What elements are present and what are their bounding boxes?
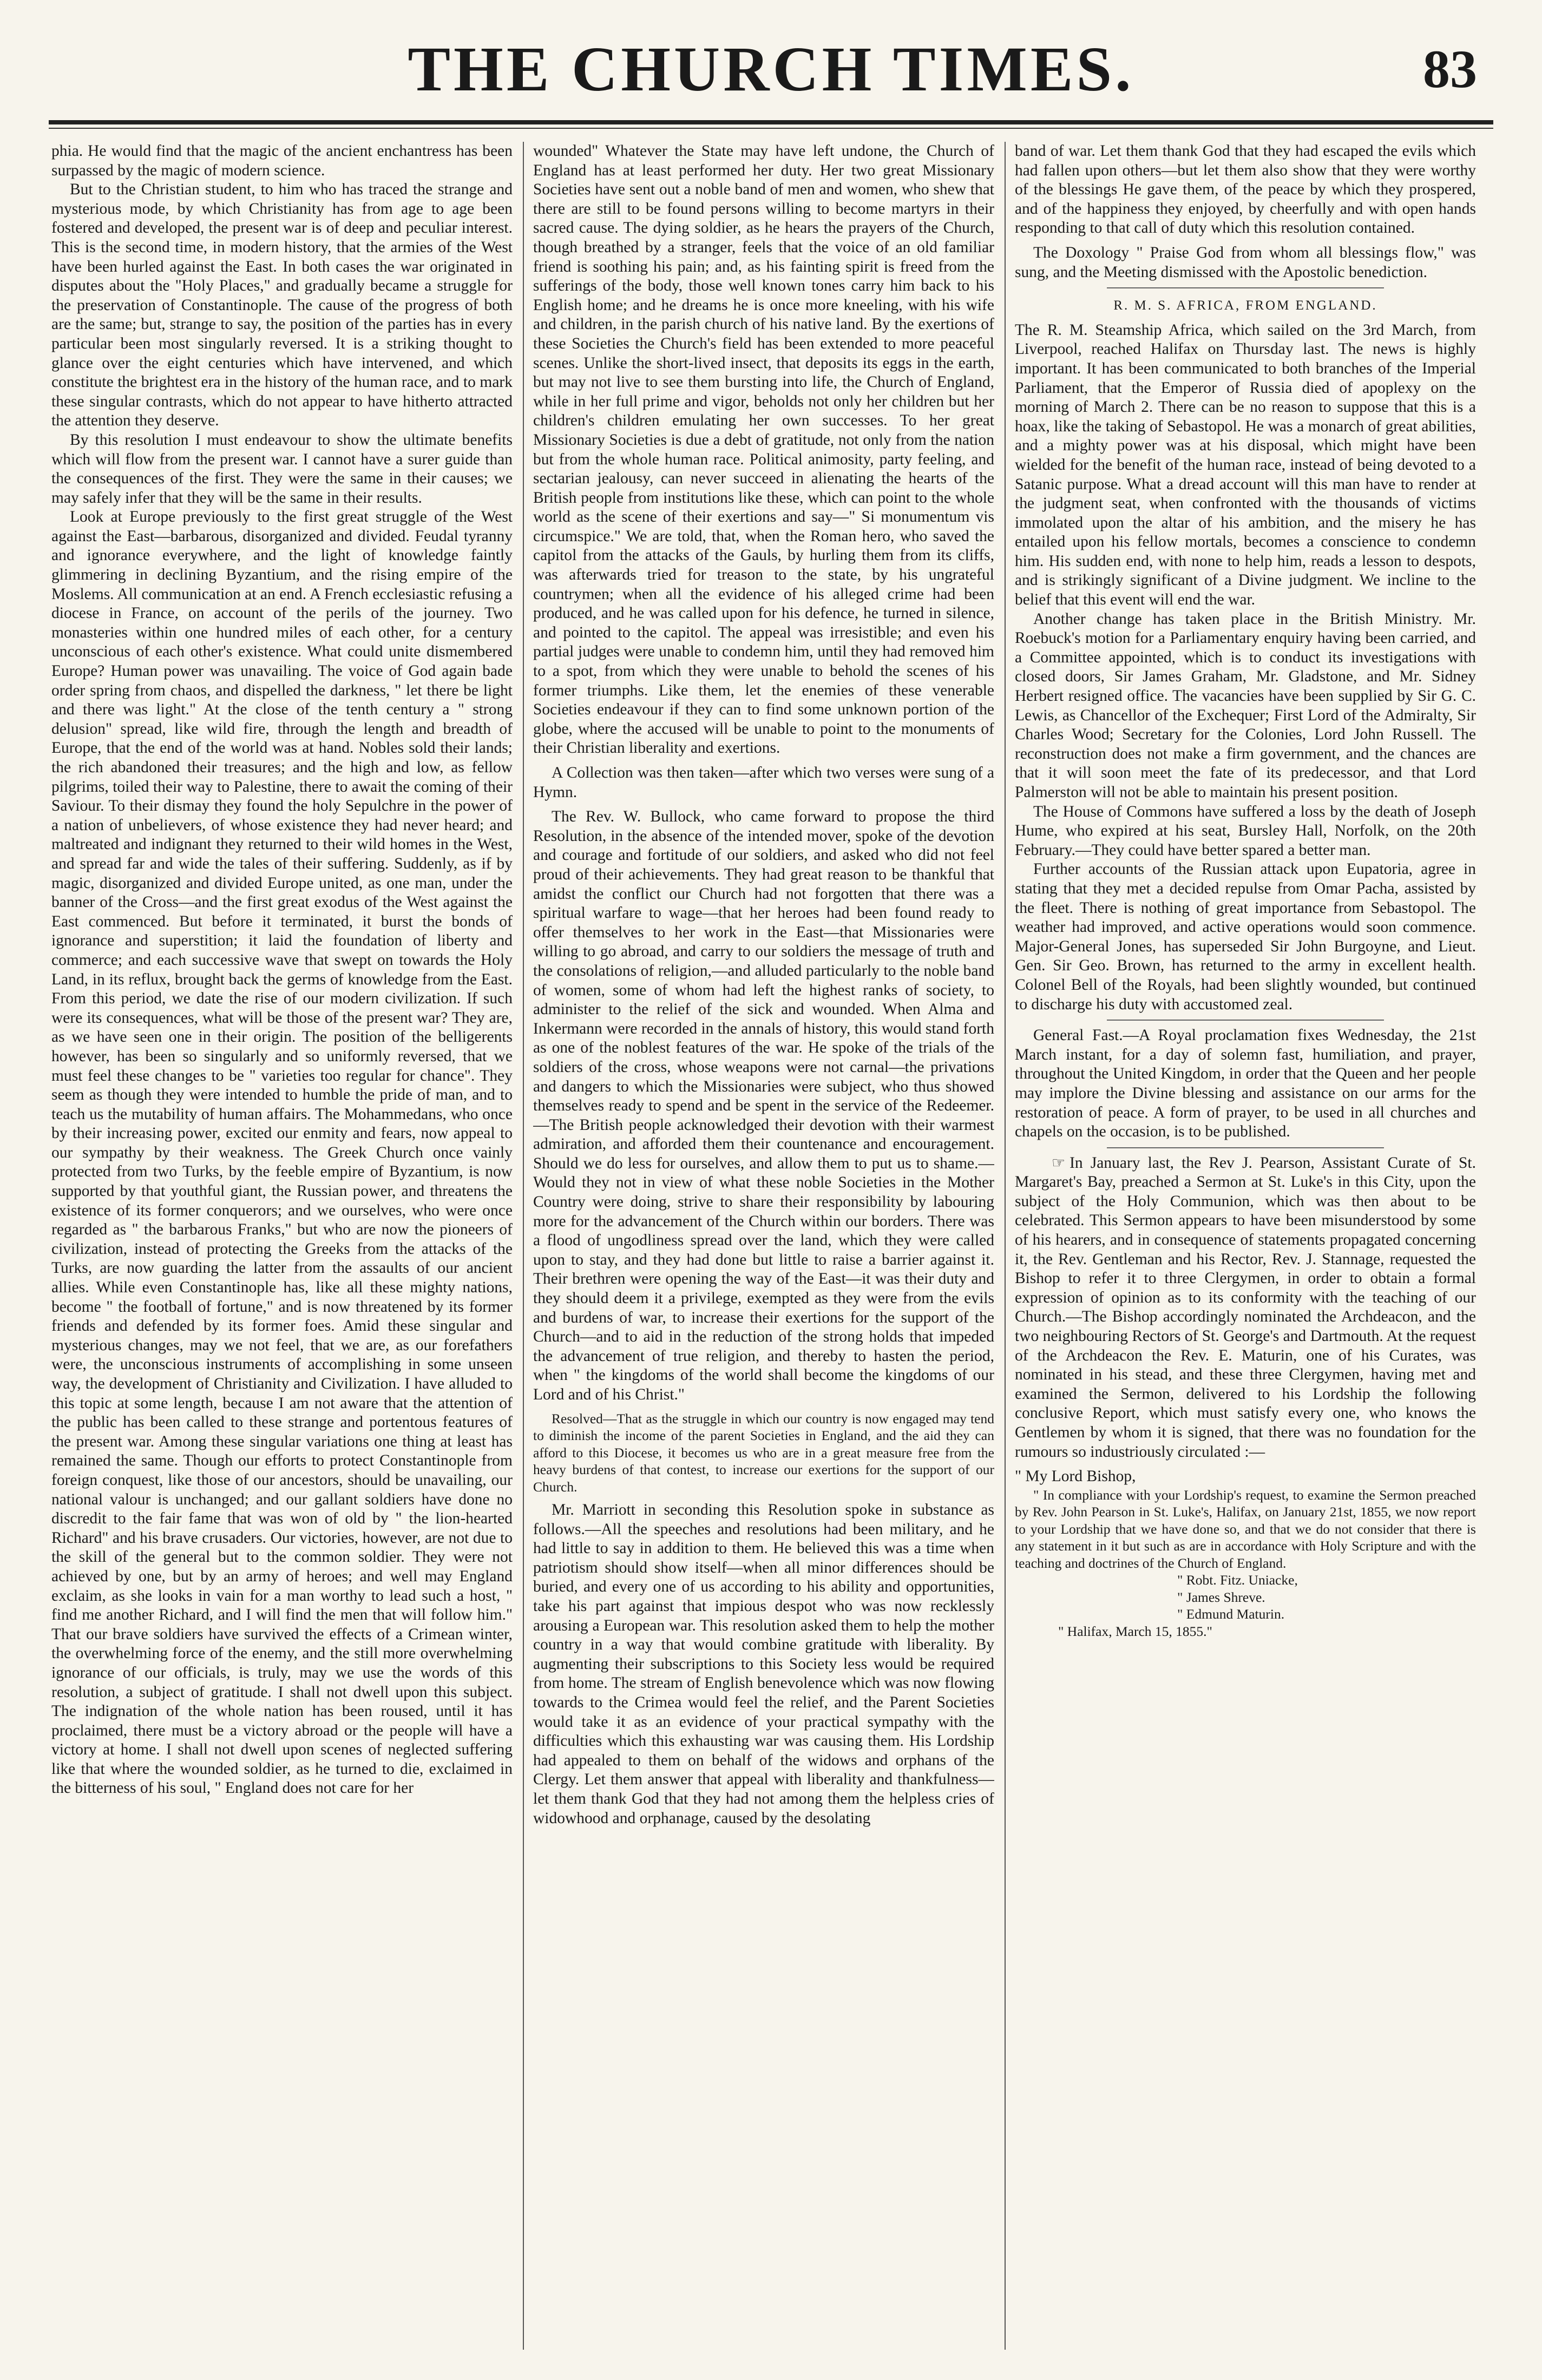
article-paragraph: By this resolution I must endeavour to show the ultimate benefits which will flow from the present war. I cannot have a surer guide than the consequences of the first. They were the same in their causes; we may safely infer that they will be the same in their results. [51, 431, 513, 507]
article-paragraph: Look at Europe previously to the first great struggle of the West against the East—barbarous, disorganized and divided. Feudal tyranny and ignorance everywhere, and the light of knowledge faintly glimmering in declining Byzantium, and the rising empire of the Moslems. All communication at an end. A French ecclesiastic refusing a diocese in France, on account of the perils of the journey. Two monasteries within one hundred miles of each other, for a century unconscious of each other's existence. What could unite dismembered Europe? Human power was unavailing. The voice of God again bade order spring from chaos, and dispelled the darkness, " let there be light and there was light." At the close of the tenth century a " strong delusion" spread, like wild fire, through the length and breadth of Europe, that the end of the world was at hand. Nobles sold their lands; the rich abandoned their treasures; and the high and low, as fellow pilgrims, toiled their way to Palestine, there to await the coming of their Saviour. To their dismay they found the holy Sepulchre in the power of a nation of unbelievers, of whose existence they had never heard; and maltreated and indignant they returned to their wild homes in the West, and spread far and wide the tales of their suffering. Suddenly, as if by magic, disorganized and divided Europe united, as one man, under the banner of the Cross—and the first great exodus of the West against the East commenced. But before it terminated, it burst the bonds of ignorance and superstition; it laid the foundation of liberty and commerce; and each successive wave that swept on towards the Holy Land, in its reflux, brought back the germs of knowledge from the East. From this period, we date the rise of our modern civilization. If such were its consequences, what will be those of the present war? They are, as we have seen one in their origin. The position of the belligerents however, has been so singularly and so uniformly reversed, that we must feel these changes to be " varieties too regular for chance". They seem as though they were intended to humble the pride of man, and to teach us the mutability of human affairs. The Mohammedans, who once by their increasing power, excited our enmity and fears, now appeal to our sympathy by their weakness. The Greek Church once vainly protected from two Turks, by the feeble empire of Byzantium, is now supported by that youthful giant, the Russian power, and threatens the existence of its former conquerors; and we ourselves, who were once regarded as " the barbarous Franks," but who are now the pioneers of civilization, instead of protecting the Greeks from the attacks of the Turks, are now guarding the latter from the assaults of our ancient allies. While even Constantinople has, like all these mighty nations, become " the football of fortune," and is now threatened by its former friends and defended by its former foes. Amid these singular and mysterious changes, may we not feel, that we are, as our forefathers were, the unconscious instruments of accomplishing in some unseen way, the development of Christianity and Civilization. I have alluded to this topic at some length, because I am not aware that the attention of the public has been called to these strange and portentous features of the present war. Among these singular variations one thing at least has remained the same. Though our efforts to protect Constantinople from foreign conquest, like those of our ancestors, should be unavailing, our national valour is unchanged; and our gallant soldiers have done no discredit to the fair fame that was won of old by " the lion-hearted Richard" and his brave crusaders. Our victories, however, are not due to the skill of the general but to the common soldier. They were not achieved by one, but by an army of heroes; and well may England exclaim, as she looks in vain for a man worthy to lead such a host, " find me another Richard, and I will find the men that will follow him." That our brave soldiers have survived the effects of a Crimean winter, the overwhelming force of the enemy, and the still more overwhelming ignorance of our officials, is truly, may we use the words of this resolution, a subject of gratitude. I shall not dwell upon this subject. The indignation of the whole nation has been roused, until it has proclaimed, there must be a victory abroad or the people will have a victory at home. I shall not dwell upon scenes of neglected suffering like that where the wounded soldier, as he turned to die, exclaimed in the bitterness of his soul, " England does not care for her [51, 508, 513, 1797]
column-2 [533, 142, 994, 2350]
marriott-speech: Mr. Marriott in seconding this Resolution spoke in substance as follows.—All the speeches and resolutions had been military, and he had little to say in addition to them. He believed this was a time when patriotism should show itself—when all minor differences should be buried, and every one of us according to his ability and opportunities, take his part against that impious despot who was now recklessly arousing a European war. This resolution asked them to help the mother country in a way that would combine gratitude with liberality. By augmenting their subscriptions to this Society less would be required from home. The stream of English benevolence which was now flowing towards to the Crimea would feel the relief, and the Parent Societies would take it as an evidence of your practical sympathy with the difficulties which this exhausting war was causing them. His Lordship had appealed to them on behalf of the widows and orphans of the Clergy. Let them answer that appeal with liberality and thankfulness—let them thank God that they had not among them the helpless cries of widowhood and orphanage, caused by the desolating [533, 1501, 994, 1827]
news-paragraph: Another change has taken place in the British Ministry. Mr. Roebuck's motion for a Parliamentary enquiry having been carried, and a Committee appointed, which is to conduct its investigations with closed doors, Sir James Graham, Mr. Gladstone, and Mr. Sidney Herbert resigned office. The vacancies have been supplied by Sir G. C. Lewis, as Chancellor of the Exchequer; First Lord of the Admiralty, Sir Charles Wood; Secretary for the Colonies, Lord John Russell. The reconstruction does not make a firm government, and the chances are that it will soon meet the fate of its predecessor, and that Lord Palmerston will not be able to maintain his present position. [1015, 610, 1476, 801]
news-heading: R. M. S. AFRICA, FROM ENGLAND. [1113, 298, 1377, 313]
article-paragraph: band of war. Let them thank God that they had escaped the evils which had fallen upon others—but let them also show that they were worthy of the blessings He gave them, of the peace by which they prospered, and of the happiness they enjoyed, by cheerfully and with open hands responding to that call of duty which this resolution contained. [1015, 142, 1476, 237]
pearson-notice [1015, 1154, 1476, 1462]
resolution-text: Resolved—That as the struggle in which our country is now engaged may tend to diminish the income of the parent Societies in England, and the aid they can afford to this Diocese, it becomes us who are in a great measure free from the heavy burdens of that contest, to increase our exertions for the support of our Church. [533, 1410, 994, 1495]
column-1 [51, 142, 513, 2350]
signature-line: " Robt. Fitz. Uniacke, [1177, 1572, 1298, 1588]
masthead [0, 32, 1542, 114]
section-divider [1107, 1020, 1383, 1021]
pointing-hand-icon: ☞ [1052, 1154, 1066, 1172]
header-rule-thick [49, 120, 1493, 124]
column-divider-1 [523, 142, 524, 2350]
report-text: " In compliance with your Lordship's request, to examine the Sermon preached by Rev. John Pearson in St. Luke's, Halifax, on January 21st, 1855, we now report to your Lordship that we have done so, and that we do not consider that there is any statement in it but such as are in accordance with Holy Scripture and with the teaching and doctrines of the Church of England. [1015, 1487, 1476, 1571]
general-fast-notice: General Fast.—A Royal proclamation fixes Wednesday, the 21st March instant, for a day of solemn fast, humiliation, and prayer, throughout the United Kingdom, in order that the Queen and her people may implore the Divine blessing and assistance on our arms for the restoration of peace. A form of prayer, to be used in all churches and chapels on the occasion, is to be published. [1015, 1027, 1476, 1141]
signature-line: " Edmund Maturin. [1177, 1606, 1285, 1622]
section-divider [1107, 1147, 1383, 1148]
news-paragraph: The R. M. Steamship Africa, which sailed on the 3rd March, from Liverpool, reached Halifax on Thursday last. The news is highly important. It has been communicated to both branches of the Imperial Parliament, that the Emperor of Russia died of apoplexy on the morning of March 2. There can be no reason to suppose that this is a hoax, like the taking of Sebastopol. He was a monarch of great abilities, and a mighty power was at his disposal, which might have been wielded for the benefit of the human race, instead of being devoted to a Satanic purpose. What a dread account will this man have to render at the judgment seat, when confronted with the thousands of victims immolated upon the altar of his ambition, and the misery he has entailed upon his fellow mortals, becomes a conscience to condemn him. His sudden end, with none to help him, reads a lesson to despots, and is strikingly significant of a Divine judgment. We incline to the belief that this event will end the war. [1015, 321, 1476, 609]
header-rule-thin [49, 128, 1493, 129]
pearson-text: In January last, the Rev J. Pearson, Assistant Curate of St. Margaret's Bay, preached a Sermon at St. Luke's in this City, upon the subject of the Holy Communion, which was then about to be celebrated. This Sermon appears to have been misunderstood by some of his hearers, and in consequence of statements propagated concerning it, the Rev. Gentleman and his Rector, Rev. J. Stannage, requested the Bishop to refer it to three Clergymen, in order to obtain a formal expression of opinion as to its conformity with the teaching of our Church.—The Bishop accordingly nominated the Archdeacon, and the two neighbouring Rectors of St. George's and Dartmouth. At the request of the Archdeacon the Rev. E. Maturin, one of his Curates, was nominated in his stead, and these three Clergymen, having met and examined the Sermon, delivered to his Lordship the following conclusive Report, which must satisfy every one, who knows the Gentlemen by whom it is signed, that there was no foundation for the rumours so industriously circulated :— [1015, 1154, 1476, 1461]
news-paragraph: The House of Commons have suffered a loss by the death of Joseph Hume, who expired at his seat, Bursley Hall, Norfolk, on the 20th February.—They could have better spared a better man. [1015, 803, 1476, 859]
section-divider [1107, 287, 1383, 288]
article-paragraph: wounded" Whatever the State may have left undone, the Church of England has at least performed her duty. Her two great Missionary Societies have sent out a noble band of men and women, who shew that there are still to be found persons willing to become martyrs in their sacred cause. The dying soldier, as he hears the prayers of the Church, though breathed by a stranger, feels that the voice of an old familiar friend is soothing his pain; and, as his fainting spirit is freed from the sufferings of the body, those well known tones carry him back to his English home; and he dreams he is once more kneeling, with his wife and children, in the parish church of his native land. By the exertions of these Societies the Church's field has been extended to more peaceful scenes. Unlike the short-lived insect, that deposits its eggs in the earth, but may not live to see them bursting into life, the Church of England, while in her full prime and vigor, beholds not only her children but her children's children emulating her own successes. To her great Missionary Societies is due a debt of gratitude, not only from the nation but from the whole human race. Political animosity, party feeling, and sectarian jealousy, can never succeed in alienating the hearts of the British people from institutions like these, which can point to the whole world as the scene of their exertions and say—" Si monumentum vis circumspice." We are told, that, when the Roman hero, who saved the capitol from the attacks of the Gauls, by hurling them from its cliffs, was afterwards tried for treason to the state, by his ungrateful countrymen; when all the evidence of his alleged crime had been produced, and he was called upon for his defence, he turned in silence, and pointed to the capitol. The appeal was irresistible; and even his partial judges were unable to condemn him, until they had removed him to a spot, from which they were unable to behold the scenes of his former triumphs. Like them, let the enemies of these venerable Societies endeavour if they can to find some unknown portion of the globe, where the accused will be unable to point to the monuments of their Christian liberality and exertions. [533, 142, 994, 757]
column-divider-2 [1005, 142, 1006, 2350]
newspaper-title: THE CHURCH TIMES. [408, 34, 1134, 104]
doxology-paragraph: The Doxology " Praise God from whom all blessings flow," was sung, and the Meeting dismissed with the Apostolic benediction. [1015, 244, 1476, 281]
article-paragraph: phia. He would find that the magic of the ancient enchantress has been surpassed by the magic of modern science. [51, 142, 513, 179]
collection-note: A Collection was then taken—after which two verses were sung of a Hymn. [533, 764, 994, 801]
signature-line: " James Shreve. [1177, 1589, 1265, 1605]
page-number: 83 [1423, 39, 1477, 99]
bullock-speech: The Rev. W. Bullock, who came forward to propose the third Resolution, in the absence of the intended mover, spoke of the devotion and courage and fortitude of our soldiers, and asked who did not feel proud of their achievements. They had great reason to be thankful that amidst the conflict our Church had not forgotten that there was a spiritual warfare to wage—that her heroes had been found ready to offer themselves to her work in the East—that Missionaries were willing to go abroad, and carry to our soldiers the message of truth and the consolations of religion,—and alluded particularly to the noble band of women, some of whom had left the highest ranks of society, to administer to the relief of the sick and wounded. When Alma and Inkermann were recorded in the annals of history, this would stand forth as one of the noblest features of the war. He spoke of the trials of the soldiers of the cross, whose weapons were not carnal—the privations and dangers to which the Missionaries were subject, who thus showed themselves ready to spend and be spent in the service of the Redeemer.—The British people acknowledged their devotion with their warmest admiration, and afforded them their countenance and encouragement. Should we do less for ourselves, and allow them to put us to shame.—Would they not in view of what these noble Societies in the Mother Country were doing, strive to share their responsibility by labouring more for the advancement of the Church within our borders. There was a flood of ungodliness spread over the land, which they were called upon to stay, and they had done but little to raise a barrier against it. Their brethren were opening the way of the East—it was their duty and they should deem it a privilege, exempted as they were from the evils and burdens of war, to increase their exertions for the support of the Church—and to aid in the reduction of the strong holds that impeded the advancement of true religion, and thereby to hasten the period, when " the kingdoms of the world shall become the kingdoms of our Lord and of his Christ." [533, 808, 994, 1403]
column-3 [1015, 142, 1476, 2350]
salutation: " My Lord Bishop, [1015, 1468, 1136, 1485]
news-paragraph: Further accounts of the Russian attack upon Eupatoria, agree in stating that they met a decided repulse from Omar Pacha, assisted by the fleet. There is nothing of great importance from Sebastopol. The weather had improved, and active operations would soon commence. Major-General Jones, has superseded Sir John Burgoyne, and Lieut. Gen. Sir Geo. Brown, has returned to the army in excellent health. Colonel Bell of the Royals, had been slightly wounded, but continued to discharge his duty with accustomed zeal. [1015, 860, 1476, 1013]
dateline: " Halifax, March 15, 1855." [1058, 1623, 1212, 1639]
article-paragraph: But to the Christian student, to him who has traced the strange and mysterious mode, by which Christianity has from age to age been fostered and developed, the present war is of deep and peculiar interest. This is the second time, in modern history, that the armies of the West have been hurled against the East. In both cases the war originated in disputes about the "Holy Places," and gradually became a struggle for the preservation of Constantinople. The cause of the progress of both are the same; but, strange to say, the position of the parties has in every particular been most singularly reversed. It is a striking thought to glance over the eight centuries which have intervened, and which constitute the brightest era in the history of the human race, and to mark these singular contrasts, which do not appear to have hitherto attracted the attention they deserve. [51, 181, 513, 430]
